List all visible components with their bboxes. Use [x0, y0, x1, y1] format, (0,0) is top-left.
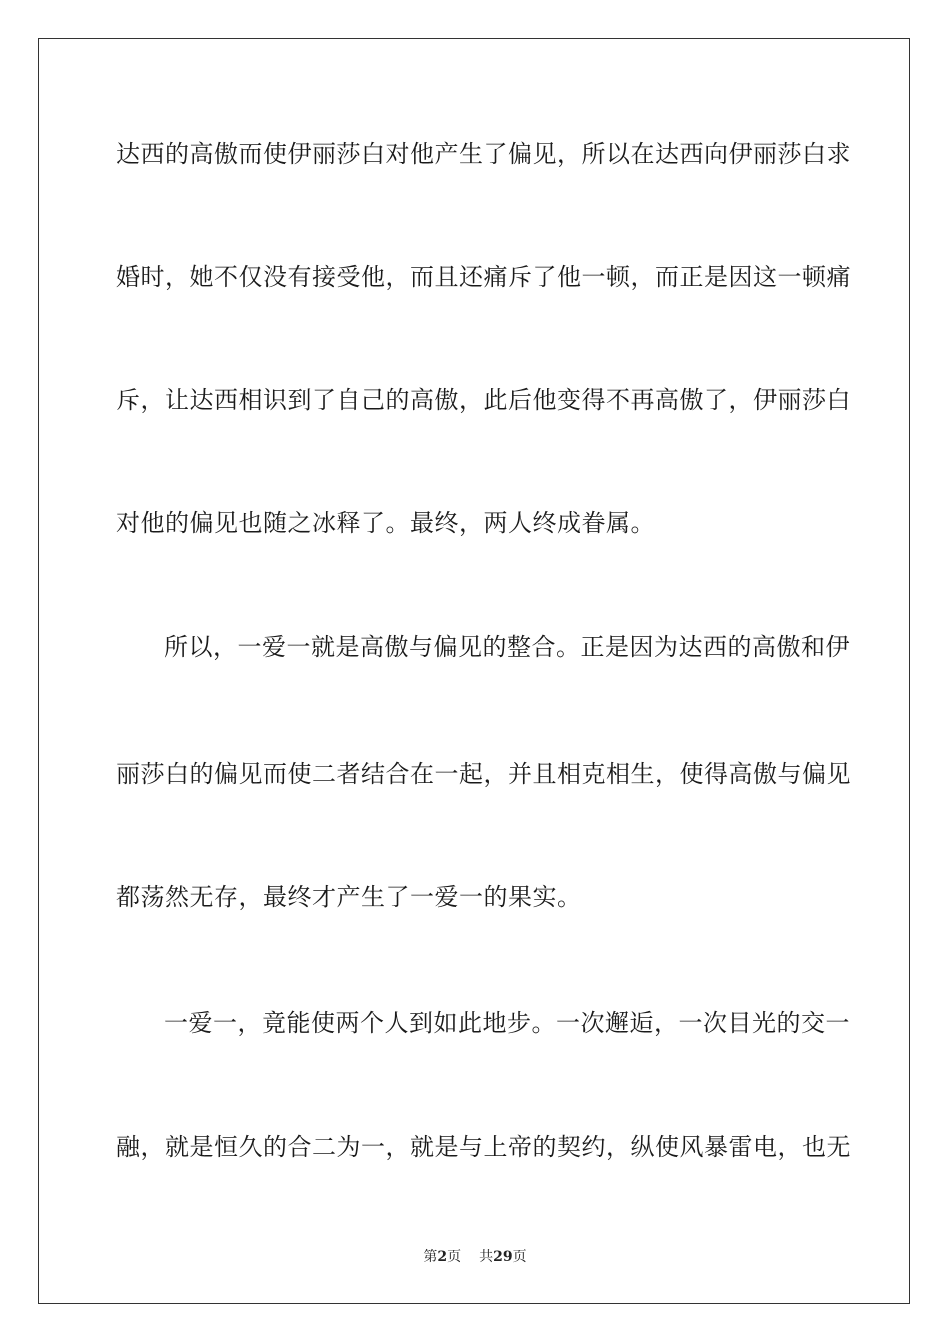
body-text-line: 融，就是恒久的合二为一，就是与上帝的契约，纵使风暴雷电，也无	[116, 1133, 851, 1161]
total-prefix: 共	[479, 1249, 494, 1265]
body-text-line: 都荡然无存，最终才产生了一爱一的果实。	[116, 883, 582, 911]
paragraph-first-line: 所以，一爱一就是高傲与偏见的整合。正是因为达西的高傲和伊	[164, 633, 850, 661]
body-text-line: 斥，让达西相识到了自己的高傲，此后他变得不再高傲了，伊丽莎白	[116, 386, 851, 414]
paragraph-first-line: 一爱一，竟能使两个人到如此地步。一次邂逅，一次目光的交一	[164, 1009, 850, 1037]
page-prefix: 第	[423, 1249, 438, 1265]
page-border	[38, 38, 910, 1304]
body-text-line: 对他的偏见也随之冰释了。最终，两人终成眷属。	[116, 509, 655, 537]
body-text-line: 达西的高傲而使伊丽莎白对他产生了偏见，所以在达西向伊丽莎白求	[116, 140, 851, 168]
page-footer	[0, 1247, 950, 1267]
total-pages: 29	[493, 1249, 513, 1265]
body-text-line: 婚时，她不仅没有接受他，而且还痛斥了他一顿，而正是因这一顿痛	[116, 263, 851, 291]
total-suffix: 页	[512, 1249, 527, 1265]
page-number: 2	[437, 1249, 448, 1265]
body-text-line: 丽莎白的偏见而使二者结合在一起，并且相克相生，使得高傲与偏见	[116, 760, 851, 788]
page-suffix: 页	[447, 1249, 462, 1265]
